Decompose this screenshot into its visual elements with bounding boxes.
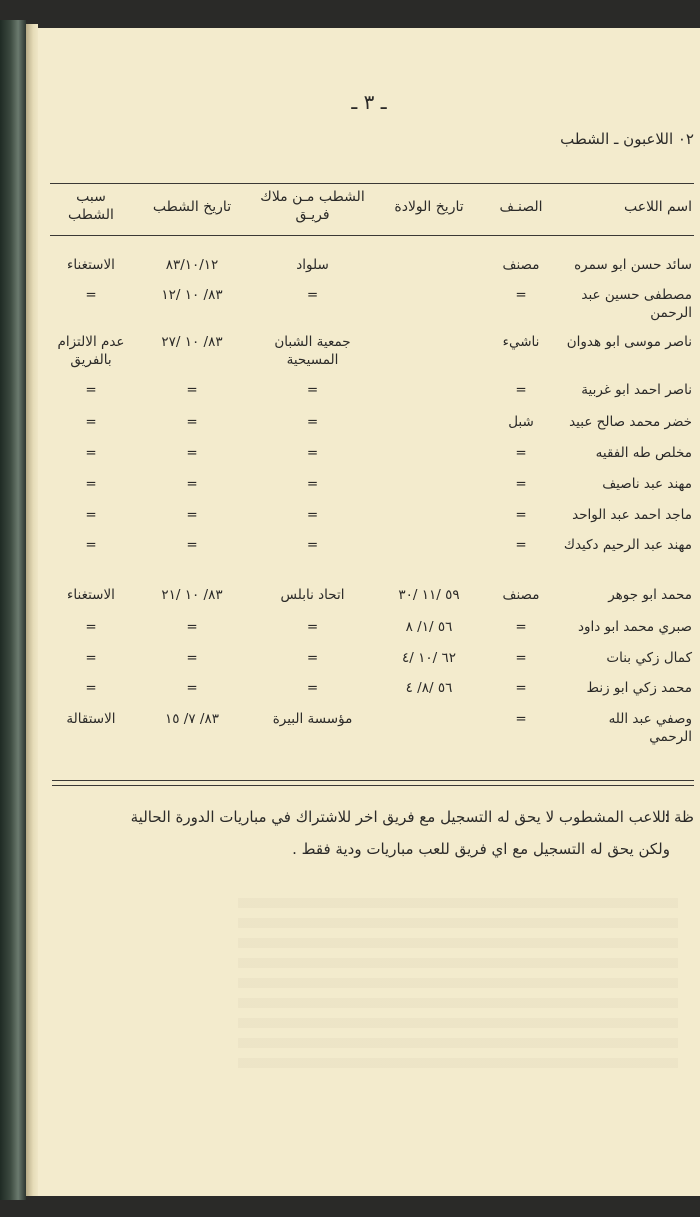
table-bottom-rule bbox=[52, 780, 694, 781]
cell-birth: ٥٩ /١١ /٣٠ bbox=[398, 587, 460, 603]
cell-class: مصنف bbox=[502, 587, 540, 603]
cell-name: مهند عبد الرحيم دكيدك bbox=[563, 537, 692, 553]
cell-class: = bbox=[515, 711, 527, 727]
bleed-through-texture bbox=[238, 898, 678, 1068]
cell-date: = bbox=[186, 414, 198, 430]
cell-name: خضر محمد صالح عبيد bbox=[569, 414, 692, 430]
table-bottom-rule-secondary bbox=[52, 785, 694, 786]
cell-name: كمال زكي بنات bbox=[606, 650, 692, 666]
cell-name: مخلص طه الفقيه bbox=[595, 445, 692, 461]
cell-reason: = bbox=[85, 382, 97, 398]
note-line-2: ولكن يحق له التسجيل مع اي فريق للعب مباريات ودية فقط . bbox=[292, 840, 670, 858]
cell-team: = bbox=[306, 414, 319, 430]
cell-birth: ٥٦ /٨/ ٤ bbox=[405, 680, 453, 696]
cell-reason: الاستغناء bbox=[67, 257, 115, 273]
cell-class: = bbox=[515, 382, 527, 398]
cell-team: = bbox=[306, 507, 319, 523]
cell-date: = bbox=[186, 680, 198, 696]
cell-class: = bbox=[515, 619, 527, 635]
cell-reason: الاستغناء bbox=[67, 587, 115, 603]
cell-date: ٨٣/ ٧/ ١٥ bbox=[165, 711, 219, 727]
cell-reason: = bbox=[85, 650, 97, 666]
cell-team: مؤسسة البيرة bbox=[272, 711, 353, 727]
cell-date: = bbox=[186, 619, 198, 635]
page-number: ـ ٣ ـ bbox=[351, 90, 387, 114]
cell-date: = bbox=[186, 507, 198, 523]
cell-birth: ٥٦ /١/ ٨ bbox=[405, 619, 453, 635]
cell-class: مصنف bbox=[502, 257, 540, 273]
cell-date: ٨٣/١٠/١٢ bbox=[165, 257, 219, 273]
cell-reason: = bbox=[85, 680, 97, 696]
cell-team: = bbox=[306, 476, 319, 492]
cell-name: مصطفى حسين عبد الرحمن bbox=[581, 287, 692, 321]
cell-class: = bbox=[515, 287, 527, 303]
section-title: ٠٢ اللاعبون ـ الشطب bbox=[560, 130, 694, 148]
header-reason: سبب الشطب bbox=[68, 189, 114, 223]
cell-team: سلواد bbox=[296, 257, 329, 273]
cell-date: = bbox=[186, 445, 198, 461]
cell-class: = bbox=[515, 680, 527, 696]
header-struck-date: تاريخ الشطب bbox=[152, 199, 232, 215]
cell-team: = bbox=[306, 680, 319, 696]
cell-name: ماجد احمد عبد الواحد bbox=[572, 507, 692, 523]
cell-team: = bbox=[306, 382, 319, 398]
cell-team: = bbox=[306, 537, 319, 553]
cell-reason: = bbox=[85, 287, 97, 303]
cell-reason: عدم الالتزام بالفريق bbox=[57, 334, 125, 368]
cell-date: ٨٣/ ١٠ /١٢ bbox=[161, 287, 223, 303]
cell-team: اتحاد نابلس bbox=[280, 587, 345, 603]
header-player-name: اسم اللاعب bbox=[624, 199, 692, 215]
cell-reason: = bbox=[85, 414, 97, 430]
cell-date: = bbox=[186, 476, 198, 492]
cell-class: ناشيء bbox=[502, 334, 540, 350]
header-struck-from-team: الشطب مـن ملاك فريـق bbox=[260, 189, 365, 223]
table-top-rule bbox=[50, 183, 694, 184]
cell-class: = bbox=[515, 537, 527, 553]
cell-date: = bbox=[186, 537, 198, 553]
header-class: الصنـف bbox=[499, 199, 543, 215]
cell-team: = bbox=[306, 445, 319, 461]
cell-name: ناصر موسى ابو هدوان bbox=[566, 334, 692, 350]
cell-team: = bbox=[306, 619, 319, 635]
cell-name: سائد حسن ابو سمره bbox=[574, 257, 692, 273]
cell-date: = bbox=[186, 382, 198, 398]
cell-reason: = bbox=[85, 537, 97, 553]
cell-date: ٨٣/ ١٠ /٢٧ bbox=[161, 334, 223, 350]
header-birth-date: تاريخ الولادة bbox=[394, 199, 464, 215]
cell-class: = bbox=[515, 445, 527, 461]
cell-class: = bbox=[515, 507, 527, 523]
page-stack-edge bbox=[26, 24, 38, 1196]
book-binding bbox=[0, 20, 26, 1200]
cell-name: صبري محمد ابو داود bbox=[577, 619, 692, 635]
cell-class: = bbox=[515, 476, 527, 492]
cell-date: = bbox=[186, 650, 198, 666]
cell-team: = bbox=[306, 650, 319, 666]
cell-team: جمعية الشبان المسيحية bbox=[274, 334, 351, 368]
cell-name: مهند عبد ناصيف bbox=[602, 476, 692, 492]
cell-name: محمد ابو جوهر bbox=[608, 587, 692, 603]
cell-reason: = bbox=[85, 507, 97, 523]
cell-name: ناصر احمد ابو غربية bbox=[581, 382, 692, 398]
cell-class: = bbox=[515, 650, 527, 666]
cell-name: وصفي عبد الله الرحمي bbox=[608, 711, 692, 745]
note-label: ظة : bbox=[664, 808, 694, 826]
cell-birth: ٦٢ /١٠ /٤ bbox=[402, 650, 456, 666]
cell-reason: = bbox=[85, 476, 97, 492]
cell-team: = bbox=[306, 287, 319, 303]
cell-reason: الاستقالة bbox=[66, 711, 116, 727]
cell-reason: = bbox=[85, 445, 97, 461]
cell-date: ٨٣/ ١٠ /٢١ bbox=[161, 587, 223, 603]
note-line-1: اللاعب المشطوب لا يحق له التسجيل مع فريق اخر للاشتراك في مباريات الدورة الحالية bbox=[130, 808, 670, 826]
cell-name: محمد زكي ابو زنط bbox=[586, 680, 692, 696]
cell-reason: = bbox=[85, 619, 97, 635]
table-header-rule bbox=[50, 235, 694, 236]
document-page bbox=[38, 28, 700, 1196]
cell-class: شبل bbox=[508, 414, 534, 430]
